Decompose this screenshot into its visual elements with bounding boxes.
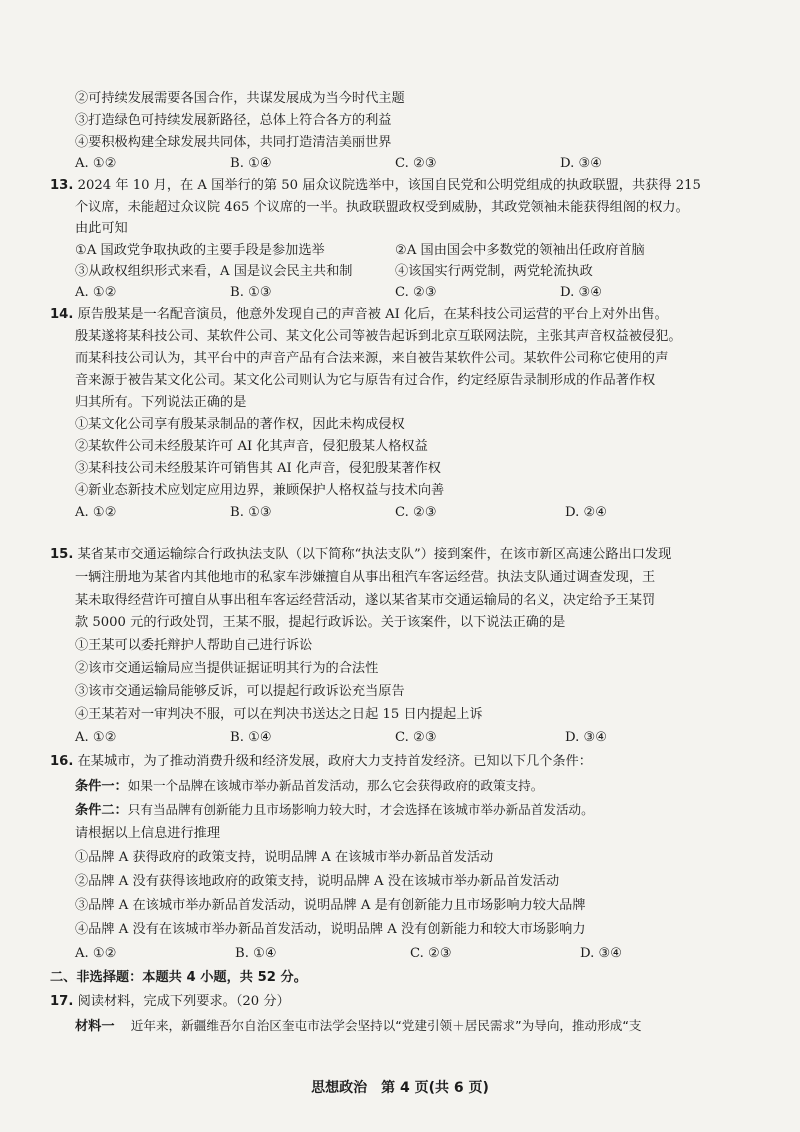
- q14-stem-line-2: 殷某遂将某科技公司、某软件公司、某文化公司等被告起诉到北京互联网法院，主张其声音权益被侵犯。: [75, 329, 682, 344]
- q14-statement-2: ②某软件公司未经殷某许可 AI 化其声音，侵犯殷某人格权益: [75, 439, 428, 454]
- q16-option-b[interactable]: B. ①④: [235, 946, 277, 961]
- q16-stem-line-1: [50, 752, 730, 772]
- q16-stem-line-4: 请根据以上信息进行推理: [75, 826, 221, 841]
- q15-stem-text-1: 某省某市交通运输综合行政执法支队（以下简称“执法支队”）接到案件，在该市新区高速公路出口发现: [77, 547, 672, 562]
- q17-material-1-text: 近年来，新疆维吾尔自治区奎屯市法学会坚持以“党建引领＋居民需求”为导向，推动形成“支: [130, 1018, 642, 1033]
- q17-stem-line-1: [50, 992, 730, 1012]
- q15-statement-4: ④王某若对一审判决不服，可以在判决书送达之日起 15 日内提起上诉: [75, 707, 483, 722]
- q16-condition-1: [75, 776, 730, 797]
- q12-statement-4: ④要积极构建全球发展共同体，共同打造清洁美丽世界: [75, 135, 392, 150]
- q13-option-a[interactable]: A. ①②: [75, 285, 117, 300]
- q16-stem-text-1: 在某城市，为了推动消费升级和经济发展，政府大力支持首发经济。已知以下几个条件：: [77, 754, 592, 769]
- q17-material-1-label: 材料一: [75, 1019, 115, 1034]
- q14-option-c[interactable]: C. ②③: [395, 505, 437, 520]
- q12-option-a[interactable]: A. ①②: [75, 156, 117, 171]
- q13-number: 13.: [50, 178, 74, 193]
- q13-stem-line-2: 个议席，未能超过众议院 465 个议席的一半。执政联盟政权受到威胁，其政党领袖未能获得组阁的权力。: [75, 200, 689, 215]
- q15-option-d[interactable]: D. ③④: [565, 730, 608, 745]
- q16-number: 16.: [50, 754, 74, 769]
- q17-number: 17.: [50, 994, 74, 1009]
- q13-option-c[interactable]: C. ②③: [395, 285, 437, 300]
- q15-stem-line-4: 款 5000 元的行政处罚，王某不服，提起行政诉讼。关于该案件，以下说法正确的是: [75, 615, 566, 630]
- q16-statement-1: ①品牌 A 获得政府的政策支持，说明品牌 A 在该城市举办新品首发活动: [75, 850, 494, 865]
- q14-stem-line-5: 归其所有。下列说法正确的是: [75, 395, 247, 410]
- q17-material-1: [75, 1016, 730, 1037]
- q12-option-d[interactable]: D. ③④: [560, 156, 603, 171]
- q12-options: [75, 154, 730, 174]
- q15-stem-line-1: [50, 545, 730, 565]
- q16-option-c[interactable]: C. ②③: [410, 946, 452, 961]
- q14-stem-line-1: [50, 305, 730, 325]
- q14-statement-1: ①某文化公司享有殷某录制品的著作权，因此未构成侵权: [75, 417, 405, 432]
- q16-options: [75, 944, 730, 964]
- q15-option-c[interactable]: C. ②③: [395, 730, 437, 745]
- q13-statements-row-1: [75, 241, 730, 261]
- q14-statement-4: ④新业态新技术应划定应用边界，兼顾保护人格权益与技术向善: [75, 483, 445, 498]
- q14-option-a[interactable]: A. ①②: [75, 505, 117, 520]
- q13-stem-text-1: 2024 年 10 月，在 A 国举行的第 50 届众议院选举中，该国自民党和公明党组成的执政联盟，共获得 215: [77, 178, 701, 193]
- q15-statement-3: ③该市交通运输局能够反诉，可以提起行政诉讼充当原告: [75, 684, 405, 699]
- q13-stem-line-3: 由此可知: [75, 221, 128, 236]
- q16-option-d[interactable]: D. ③④: [580, 946, 623, 961]
- q13-options: [75, 283, 730, 303]
- q15-option-a[interactable]: A. ①②: [75, 730, 117, 745]
- q15-number: 15.: [50, 547, 74, 562]
- page-footer: 思想政治 第 4 页(共 6 页): [311, 1080, 489, 1096]
- q14-option-b[interactable]: B. ①③: [230, 505, 272, 520]
- q12-statement-2: ②可持续发展需要各国合作，共谋发展成为当今时代主题: [75, 91, 405, 106]
- q16-statement-3: ③品牌 A 在该城市举办新品首发活动，说明品牌 A 是有创新能力且市场影响力较大品牌: [75, 898, 586, 913]
- q12-statement-3: ③打造绿色可持续发展新路径，总体上符合各方的利益: [75, 113, 392, 128]
- q16-condition-2: [75, 800, 730, 821]
- q12-option-b[interactable]: B. ①④: [230, 156, 272, 171]
- q13-option-d[interactable]: D. ③④: [560, 285, 603, 300]
- section-2-heading: 二、非选择题：本题共 4 小题，共 52 分。: [50, 970, 307, 985]
- q13-statement-3: ③从政权组织形式来看，A 国是议会民主共和制: [75, 264, 353, 279]
- q14-option-d[interactable]: D. ②④: [565, 505, 608, 520]
- q15-options: [75, 728, 730, 748]
- q15-statement-1: ①王某可以委托辩护人帮助自己进行诉讼: [75, 638, 313, 653]
- q13-statement-2: ②A 国由国会中多数党的领袖出任政府首脑: [395, 243, 645, 258]
- q14-stem-line-4: 音来源于被告某文化公司。某文化公司则认为它与原告有过合作，约定经原告录制形成的作品著作权: [75, 373, 656, 388]
- q15-stem-line-2: 一辆注册地为某省内其他地市的私家车涉嫌擅自从事出租汽车客运经营。执法支队通过调查发现，王: [75, 570, 656, 585]
- q13-stem-line-1: [50, 176, 730, 196]
- q15-stem-line-3: 某未取得经营许可擅自从事出租车客运经营活动，遂以某省某市交通运输局的名义，决定给予王某罚: [75, 593, 656, 608]
- q15-statement-2: ②该市交通运输局应当提供证据证明其行为的合法性: [75, 661, 379, 676]
- q16-option-a[interactable]: A. ①②: [75, 946, 117, 961]
- q14-stem-line-3: 而某科技公司认为，其平台中的声音产品有合法来源，来自被告某软件公司。某软件公司称它使用的声: [75, 351, 669, 366]
- q16-statement-2: ②品牌 A 没有获得该地政府的政策支持，说明品牌 A 没在该城市举办新品首发活动: [75, 874, 560, 889]
- q15-option-b[interactable]: B. ①④: [230, 730, 272, 745]
- q14-stem-text-1: 原告殷某是一名配音演员，他意外发现自己的声音被 AI 化后，在某科技公司运营的平台上对外出售。: [77, 307, 668, 322]
- q13-statements-row-2: [75, 262, 730, 282]
- q13-statement-4: ④该国实行两党制，两党轮流执政: [395, 264, 593, 279]
- q16-statement-4: ④品牌 A 没有在该城市举办新品首发活动，说明品牌 A 没有创新能力和较大市场影响力: [75, 922, 586, 937]
- q16-condition-1-text: 如果一个品牌在该城市举办新品首发活动，那么它会获得政府的政策支持。: [127, 778, 544, 793]
- q16-condition-2-label: 条件二：: [75, 803, 128, 818]
- q12-option-c[interactable]: C. ②③: [395, 156, 437, 171]
- q14-options: [75, 503, 730, 523]
- q16-condition-1-label: 条件一：: [75, 779, 128, 794]
- q16-condition-2-text: 只有当品牌有创新能力且市场影响力较大时，才会选择在该城市举办新品首发活动。: [127, 802, 594, 817]
- q13-statement-1: ①A 国政党争取执政的主要手段是参加选举: [75, 243, 325, 258]
- q13-option-b[interactable]: B. ①③: [230, 285, 272, 300]
- q14-number: 14.: [50, 307, 74, 322]
- q14-statement-3: ③某科技公司未经殷某许可销售其 AI 化声音，侵犯殷某著作权: [75, 461, 441, 476]
- q17-stem-text-1: 阅读材料，完成下列要求。（20 分）: [77, 994, 290, 1009]
